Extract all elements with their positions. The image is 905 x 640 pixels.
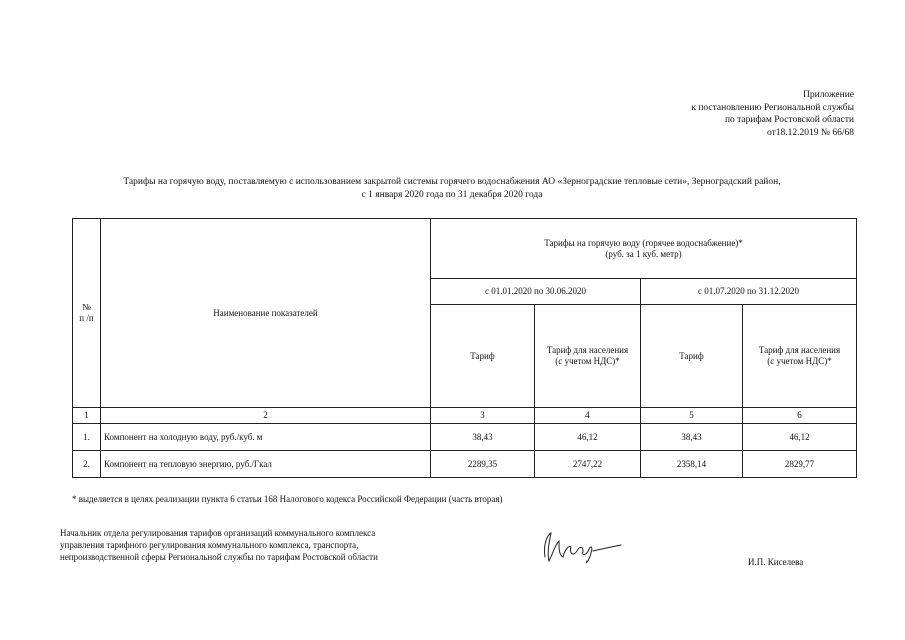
signer-title bbox=[60, 527, 378, 563]
row-value: 46,12 bbox=[743, 424, 857, 451]
tariff-header: Тариф bbox=[641, 305, 743, 408]
row-value: 46,12 bbox=[535, 424, 641, 451]
row-value: 2358,14 bbox=[641, 451, 743, 478]
table-row bbox=[73, 451, 857, 478]
col-header-name: Наименование показателей bbox=[101, 219, 431, 408]
row-num: 1. bbox=[73, 424, 101, 451]
period-header-1: с 01.01.2020 по 30.06.2020 bbox=[431, 279, 641, 305]
table-row bbox=[73, 424, 857, 451]
row-num: 2. bbox=[73, 451, 101, 478]
footnote: * выделяется в целях реализации пункта 6 статьи 168 Налогового кодекса Российской Федерации (часть вторая) bbox=[72, 494, 503, 504]
title-line-2: с 1 января 2020 года по 31 декабря 2020 года bbox=[361, 189, 543, 200]
index-cell: 1 bbox=[73, 408, 101, 424]
tariff-header: Тариф bbox=[431, 305, 535, 408]
tariff-population-header: Тариф для населения (с учетом НДС)* bbox=[535, 305, 641, 408]
period-header-2: с 01.07.2020 по 31.12.2020 bbox=[641, 279, 857, 305]
col-header-num: № п /п bbox=[73, 219, 101, 408]
appendix-line: Приложение bbox=[803, 90, 854, 100]
row-value: 2289,35 bbox=[431, 451, 535, 478]
document-title bbox=[60, 176, 844, 201]
handwritten-signature bbox=[535, 527, 625, 567]
index-cell: 4 bbox=[535, 408, 641, 424]
index-cell: 2 bbox=[101, 408, 431, 424]
index-cell: 3 bbox=[431, 408, 535, 424]
row-name: Компонент на тепловую энергию, руб./Гкал bbox=[101, 451, 431, 478]
row-value: 38,43 bbox=[641, 424, 743, 451]
appendix-line: от18.12.2019 № 66/68 bbox=[767, 127, 854, 138]
index-cell: 6 bbox=[743, 408, 857, 424]
title-line-1: Тарифы на горячую воду, поставляемую с использованием закрытой системы горячего водоснабжения АО «Зерноградские тепловые сети», Зерноградский район, bbox=[123, 177, 781, 187]
row-name: Компонент на холодную воду, руб./куб. м bbox=[101, 424, 431, 451]
appendix-block bbox=[691, 89, 854, 139]
row-value: 2829,77 bbox=[743, 451, 857, 478]
signer-line: Начальник отдела регулирования тарифов организаций коммунального комплекса bbox=[60, 528, 376, 538]
tariffs-table bbox=[72, 218, 857, 478]
signer-line: управления тарифного регулирования коммунального комплекса, транспорта, bbox=[60, 540, 359, 550]
index-row bbox=[73, 408, 857, 424]
signer-name: И.П. Киселева bbox=[748, 557, 804, 567]
appendix-line: по тарифам Ростовской области bbox=[724, 115, 854, 125]
index-cell: 5 bbox=[641, 408, 743, 424]
group-header: Тарифы на горячую воду (горячее водоснабжение)* (руб. за 1 куб. метр) bbox=[431, 219, 857, 279]
signer-line: непроизводственной сферы Региональной службы по тарифам Ростовской области bbox=[60, 552, 378, 562]
tariff-population-header: Тариф для населения (с учетом НДС)* bbox=[743, 305, 857, 408]
row-value: 2747,22 bbox=[535, 451, 641, 478]
row-value: 38,43 bbox=[431, 424, 535, 451]
appendix-line: к постановлению Региональной службы bbox=[691, 102, 854, 113]
